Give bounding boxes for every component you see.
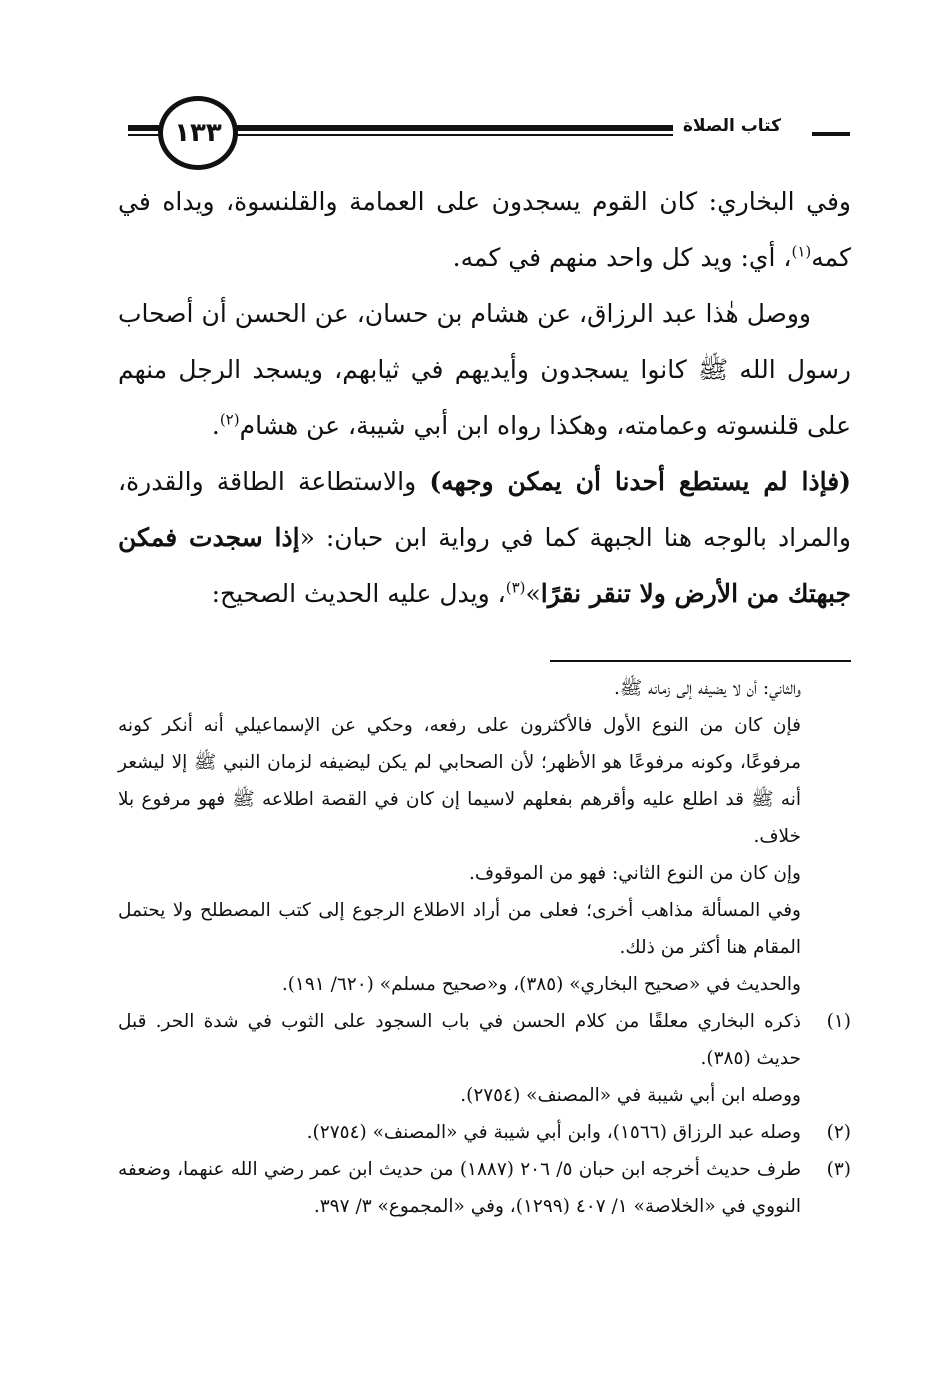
page-number: ١٣٣ [174, 118, 222, 148]
footnote-number [801, 1077, 851, 1114]
footnote-ref-3: (٣) [505, 578, 526, 597]
main-text [118, 174, 851, 622]
header-rule-right-thin [215, 134, 715, 136]
header-dash [812, 132, 850, 136]
footnote-ref-1: (١) [791, 242, 812, 261]
hadith-quote: إذا سجدت فمكن جبهتك من الأرض ولا تنقر نقرًا [118, 523, 851, 608]
footnote-continuation-line: والثاني: أن لا يضيفه إلى زمانه ﷺ. [614, 678, 801, 699]
footnote-item [118, 1114, 851, 1151]
footnote-text: وصله عبد الرزاق (١٥٦٦)، وابن أبي شيبة في «المصنف» (٢٧٥٤). [306, 1122, 801, 1143]
footnote-item [118, 1077, 851, 1114]
footnote-continuation-line: وفي المسألة مذاهب أخرى؛ فعلى من أراد الاطلاع الرجوع إلى كتب المصطلح ولا يحتمل المقام هنا أكثر من ذلك. [118, 900, 801, 958]
footnote-item [118, 1003, 851, 1077]
header-rule-right [215, 125, 715, 131]
footnote-separator [550, 660, 851, 662]
footnote-number: (٣) [826, 1159, 851, 1180]
paragraph-2 [118, 286, 851, 454]
footnote-number: (٢) [826, 1122, 851, 1143]
footnote-continuation-line: وإن كان من النوع الثاني: فهو من الموقوف. [468, 863, 801, 884]
paragraph-3 [118, 454, 851, 622]
paragraph-3-text: والاستطاعة الطاقة والقدرة، والمراد بالوجه هنا الجبهة كما في رواية ابن حبان: « [118, 467, 851, 552]
footnote-number: (١) [826, 1011, 851, 1032]
paragraph-1 [118, 174, 851, 286]
paragraph-3-end: ، ويدل عليه الحديث الصحيح: [211, 579, 506, 608]
footnote-item [118, 1151, 851, 1225]
footnote-continuation-line: والحديث في «صحيح البخاري» (٣٨٥)، و«صحيح مسلم» (٦٢٠/ ١٩١). [281, 974, 801, 995]
footnote-text: ووصله ابن أبي شيبة في «المصنف» (٢٧٥٤). [460, 1085, 801, 1106]
footnote-text: ذكره البخاري معلقًا من كلام الحسن في باب السجود على الثوب في شدة الحر. قبل حديث (٣٨٥). [118, 1011, 801, 1069]
footnote-ref-2: (٢) [219, 410, 240, 429]
paragraph-1-end: ، أي: ويد كل واحد منهم في كمه. [452, 243, 792, 272]
quote-close: » [525, 579, 541, 608]
paragraph-3-heading: (فإذا لم يستطع أحدنا أن يمكن وجهه) [429, 467, 851, 496]
footnote-text: طرف حديث أخرجه ابن حبان ٥/ ٢٠٦ (١٨٨٧) من حديث ابن عمر رضي الله عنهما، وضعفه النووي في «الخلاصة» ١/ ٤٠٧ (١٢٩٩)، وفي «المجموع» ٣/ ٣٩٧. [118, 1159, 801, 1217]
paragraph-1-text: وفي البخاري: كان القوم يسجدون على العمامة والقلنسوة، ويداه في كمه [118, 187, 851, 272]
footnote-continuation-line: فإن كان من النوع الأول فالأكثرون على رفعه، وحكي عن الإسماعيلي أنه أنكر كونه مرفوعًا، وكونه مرفوعًا هو الأظهر؛ لأن الصحابي لم يكن ليضيفه لزمان النبي ﷺ إلا ليشعر أنه ﷺ قد اطلع عليه وأقرهم بفعلهم لاسيما إن كان في القصة اطلاعه ﷺ فهو مرفوع بلا خلاف. [118, 715, 801, 847]
footnotes [118, 670, 851, 1225]
chapter-title: كتاب الصلاة [673, 116, 791, 136]
paragraph-2-end: . [211, 411, 220, 440]
page-number-badge [158, 96, 238, 170]
paragraph-2-text: ووصل هٰذا عبد الرزاق، عن هشام بن حسان، عن الحسن أن أصحاب رسول الله ﷺ كانوا يسجدون وأيديهم في ثيابهم، ويسجد الرجل منهم على قلنسوته وعمامته، وهكذا رواه ابن أبي شيبة، عن هشام [118, 299, 851, 440]
